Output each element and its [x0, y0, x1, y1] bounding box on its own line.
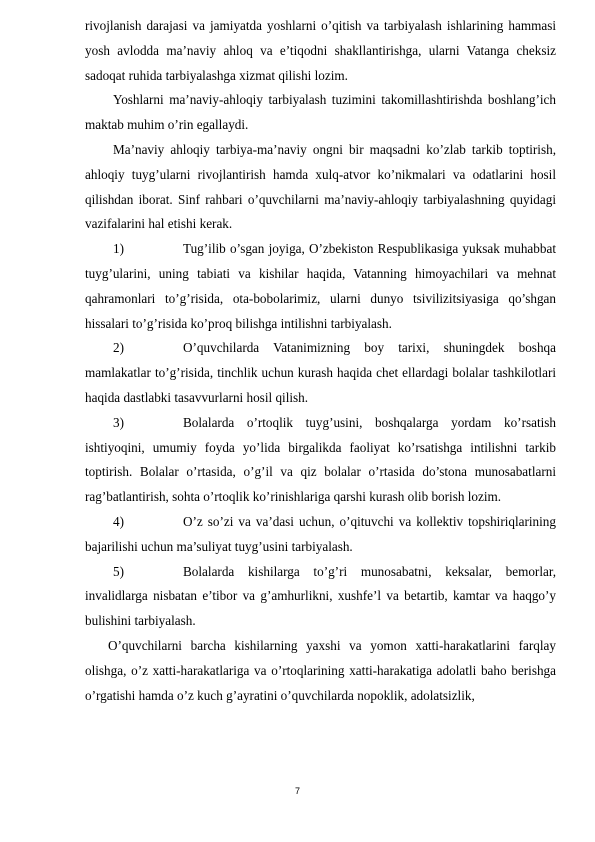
list-number: 1) — [113, 241, 124, 257]
document-page — [85, 14, 556, 708]
list-item-text: Bolalarda kishilarga to’g’ri munosabatni, keksalar, bemorlar, invalidlarga nisbatan e’tibor va g’amhurlikni, xushfe’l va betartib, kamtar va haqgo’y bulishini tarbiyalash. — [85, 563, 556, 629]
list-item-text: Bolalarda o’rtoqlik tuyg’usini, boshqalarga yordam ko’rsatish ishtiyoqini, umumiy foyda yo’lida birgalikda faoliyat ko’rsatishga intilishni tarkib toptirish. Bolalar o’rtasida, o’g’il va qiz bolalar o’rtasida do’stona munosabatlarni rag’batlantirish, sohta o’rtoqlik ko’rinishlariga qarshi kurash olib borish lozim. — [85, 414, 556, 505]
paragraph-last: O’quvchilarni barcha kishilarning yaxshi va yomon xatti-harakatlarini farqlay olishga, o’z xatti-harakatlariga va o’rtoqlarining xatti-harakatiga adolatli baho berishga o’rgatishi hamda o’z kuch g’ayratini o’quvchilarda nopoklik, adolatsizlik, — [85, 637, 556, 703]
list-item-2 — [85, 336, 556, 410]
list-item-3 — [85, 411, 556, 510]
list-item-text: O’quvchilarda Vatanimizning boy tarixi, shuningdek boshqa mamlakatlar to’g’risida, tinchlik uchun kurash haqida chet ellardagi bolalar tashkilotlari haqida dastlabki tasavvurlarni hosil qilish. — [85, 340, 556, 405]
list-item-text: O’z so’zi va va’dasi uchun, o’qituvchi va kollektiv topshiriqlarining bajarilishi uchun ma’suliyat tuyg’usini tarbiyalash. — [85, 513, 556, 554]
paragraph-3: Ma’naviy ahloqiy tarbiya-ma’naviy ongni bir maqsadni ko’zlab tarkib toptirish, ahloqiy tuyg’ularni rivojlantirish hamda xulq-atvor ko’nikmalari va odatlarini hosil qilishdan iborat. Sinf rahbari o’quvchilarni ma’naviy-ahloqiy tarbiyalashning quyidagi vazifalarini hal etishi kerak. — [85, 141, 556, 232]
list-number: 5) — [113, 563, 124, 579]
list-item-5 — [85, 560, 556, 634]
paragraph-1: rivojlanish darajasi va jamiyatda yoshlarni o’qitish va tarbiyalash ishlarining hammasi yosh avlodda ma’naviy ahloq va e’tiqodni shakllantirishga, ularni Vatanga cheksiz sadoqat ruhida tarbiyalashga xizmat qilishi lozim. — [85, 18, 556, 83]
list-item-text: Tug’ilib o’sgan joyiga, O’zbekiston Respublikasiga yuksak muhabbat tuyg’ularini, uning tabiati va kishilar haqida, Vatanning himoyachilari va mehnat qahramonlari to’g’risida, ota-bobolarimiz, ularni dunyo tsivilizitsiyasiga qo’shgan hissalari to’g’risida ko’proq bilishga intilishni tarbiyalash. — [85, 241, 556, 331]
list-item-4 — [85, 510, 556, 560]
list-number: 3) — [113, 414, 124, 430]
list-number: 2) — [113, 340, 124, 356]
list-item-1 — [85, 237, 556, 336]
paragraph-2: Yoshlarni ma’naviy-ahloqiy tarbiyalash tuzimini takomillashtirishda boshlang’ich maktab muhim o’rin egallaydi. — [85, 92, 556, 133]
list-number: 4) — [113, 513, 124, 529]
page-number: 7 — [294, 786, 300, 796]
